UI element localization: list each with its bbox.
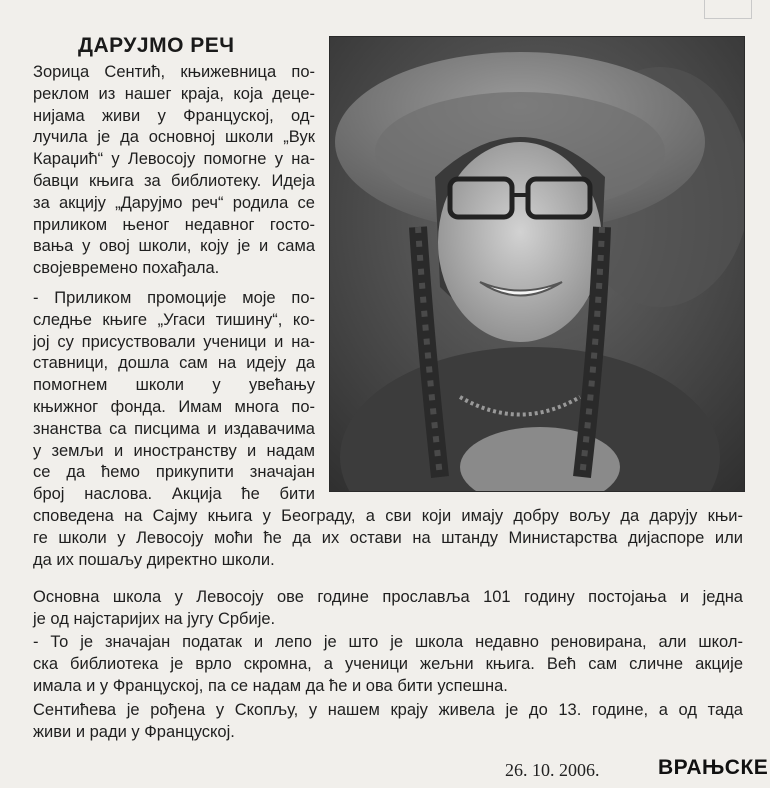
text-line: помогнем школи у увећању bbox=[33, 376, 315, 395]
text-line: Караџић“ у Левосоју помогне у на- bbox=[33, 150, 315, 169]
portrait-photo bbox=[329, 36, 745, 492]
text-line: имала и у Француској, па се надам да ће и ова бити успешна. bbox=[33, 676, 508, 695]
text-line: реклом из нашег краја, која деце- bbox=[33, 84, 315, 103]
text-line: бавци књига за библиотеку. Идеја bbox=[33, 171, 315, 190]
article-paragraph-quote-2 bbox=[33, 632, 743, 697]
article-paragraph-quote-continued bbox=[33, 506, 743, 571]
text-line: Основна школа у Левосоју ове године прославља 101 годину постојања и једна bbox=[33, 588, 743, 606]
text-line: лучила је да основној школи „Вук bbox=[33, 128, 315, 147]
text-line: ставници, дошла сам на идеју да bbox=[33, 354, 315, 373]
page-corner-mark bbox=[704, 0, 752, 19]
text-line: књижног фонда. Имам многа по- bbox=[33, 397, 315, 416]
text-line: следње књиге „Угаси тишину“, ко- bbox=[33, 310, 315, 329]
article-paragraph-bio bbox=[33, 700, 743, 744]
text-line: ска библиотека је врло скромна, а ученици жељни књига. Већ сам сличне акције bbox=[33, 654, 743, 673]
article-paragraph-quote bbox=[33, 288, 315, 506]
text-line: за акцију „Даруjмо реч“ родила се bbox=[33, 193, 315, 212]
article-paragraph-school bbox=[33, 587, 743, 631]
text-line: нијама живи у Француској, од- bbox=[33, 106, 315, 125]
text-line: живи и ради у Француској. bbox=[33, 722, 235, 741]
portrait-photo-icon bbox=[330, 37, 744, 491]
text-line: број наслова. Акција ће бити bbox=[33, 485, 315, 504]
text-line: знанства са писцима и издавачима bbox=[33, 419, 315, 438]
text-line: - Приликом промоције моје по- bbox=[33, 289, 315, 307]
text-line: ге школи у Левосоју моћи ће да их остави на штанду Министарства дијаспоре или bbox=[33, 528, 743, 547]
text-line: споведена на Сајму књига у Београду, а сви који имају добру вољу да даруjу књи- bbox=[33, 507, 743, 525]
article-paragraph-intro bbox=[33, 62, 315, 280]
text-line: - То је значајан податак и лепо је што је школа недавно реновирана, али школ- bbox=[33, 633, 743, 651]
text-line: Сентићева је рођена у Скопљу, у нашем крају живела је до 13. године, а од тада bbox=[33, 701, 743, 719]
text-line: својевремено похађала. bbox=[33, 259, 220, 278]
text-line: вања у овој школи, коју је и сама bbox=[33, 237, 315, 256]
text-line: се да ћемо прикупити значајан bbox=[33, 463, 315, 482]
text-line: приликом њеног недавног госто- bbox=[33, 215, 315, 234]
publication-date: 26. 10. 2006. bbox=[505, 760, 600, 780]
text-line: Зорица Сентић, књижевница по- bbox=[33, 63, 315, 81]
text-line: јој су присуствовали ученици и на- bbox=[33, 332, 315, 351]
newspaper-brand: ВРАЊСКЕ bbox=[658, 756, 769, 779]
text-line: у земљи и иностранству и надам bbox=[33, 441, 315, 460]
article-title: ДАРУЈМО РЕЧ bbox=[78, 34, 235, 57]
text-line: је од најстаријих на југу Србије. bbox=[33, 609, 276, 628]
text-line: да их пошаљу директно школи. bbox=[33, 550, 275, 569]
